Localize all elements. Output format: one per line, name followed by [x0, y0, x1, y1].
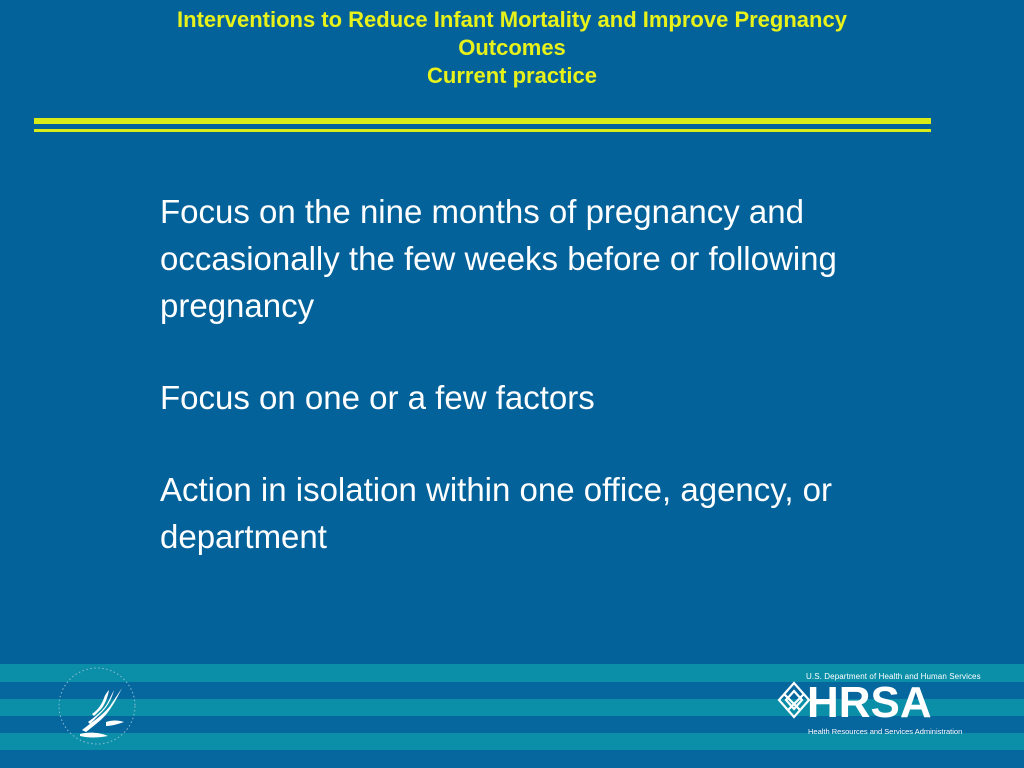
title-line-3: Current practice	[427, 63, 597, 88]
bullet-item	[124, 188, 944, 329]
bullet-text: Focus on the nine months of pregnancy and occasionally the few weeks before or following pregnancy	[160, 193, 837, 324]
hrsa-logo	[776, 672, 981, 738]
title-line-2: Outcomes	[458, 35, 566, 60]
title-rule-thin	[34, 129, 931, 132]
title-rule-thick	[34, 118, 931, 124]
footer-stripe	[0, 750, 1024, 768]
bullet-text: Focus on one or a few factors	[160, 379, 595, 416]
bullet-item	[124, 374, 944, 421]
title-line-1: Interventions to Reduce Infant Mortality and Improve Pregnancy	[177, 7, 847, 32]
bullet-list	[124, 188, 944, 605]
bullet-text: Action in isolation within one office, agency, or department	[160, 471, 833, 555]
slide-title	[40, 6, 984, 90]
bullet-item	[124, 466, 944, 560]
hhs-eagle-seal-icon	[52, 664, 142, 750]
hrsa-wordmark: HRSA	[807, 678, 932, 727]
hrsa-department-text: U.S. Department of Health and Human Services	[806, 672, 981, 681]
hrsa-agency-text: Health Resources and Services Administration	[808, 727, 963, 736]
